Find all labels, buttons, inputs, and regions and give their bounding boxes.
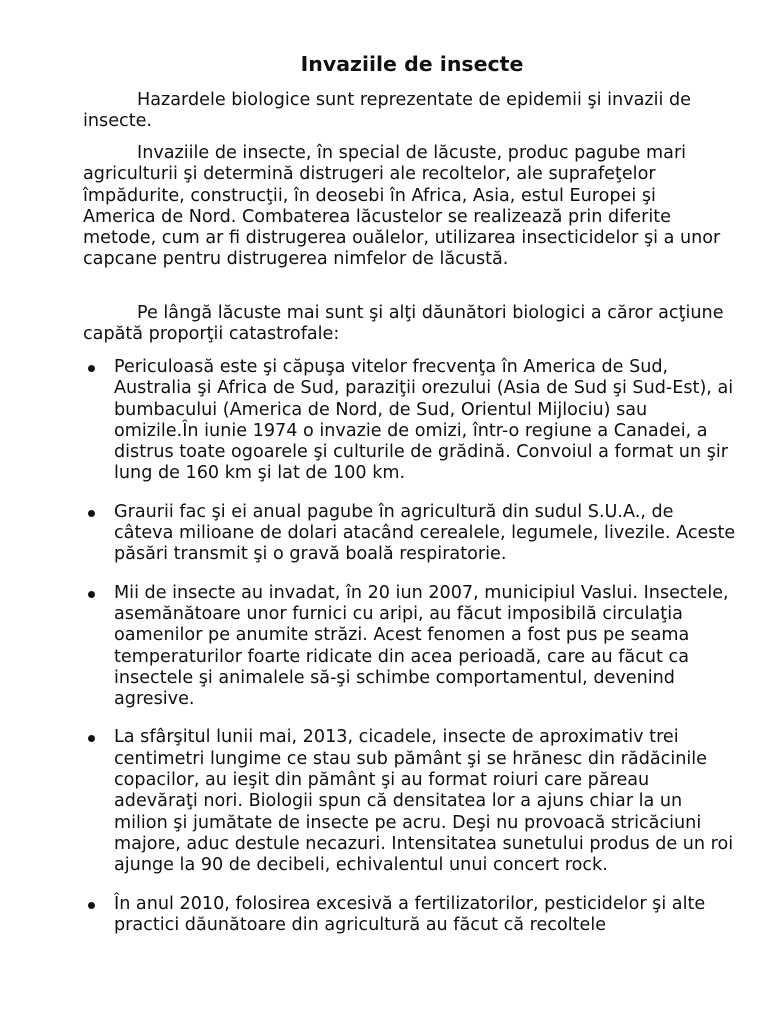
list-item [86, 894, 736, 937]
paragraph-1: Hazardele biologice sunt reprezentate de epidemii şi invazii de insecte. [83, 90, 691, 132]
bullet-icon [88, 510, 95, 517]
list-item [86, 357, 736, 485]
list-item-text: Graurii fac şi ei anual pagube în agricultură din sudul S.U.A., de câteva milioane de dolari atacând cerealele, legumele, livezile. Aceste păsări transmit şi o gravă boală respiratorie. [114, 501, 736, 565]
paragraph-3: Pe lângă lăcuste mai sunt şi alţi dăunători biologici a căror acţiune capătă proporţii catastrofale: [83, 303, 724, 345]
list-item-text: Periculoasă este şi căpuşa vitelor frecvenţa în America de Sud, Australia şi Africa de Sud, paraziţii orezului (Asia de Sud şi Sud-Est), ai bumbacului (America de Nord, de Sud, Orientul Mijlociu) sau omizile.În iunie 1974 o invazie de omizi, într-o regiune a Canadei, a distrus toate ogoarele şi culturile de grădină. Convoiul a format un şir lung de 160 km şi lat de 100 km. [114, 357, 734, 484]
paragraph-2: Invaziile de insecte, în special de lăcuste, produc pagube mari agriculturii şi determină distrugeri ale recoltelor, ale suprafeţelor împădurite, construcţii, în deosebi în Africa, Asia, estul Europei şi America de Nord. Combaterea lăcustelor se realizează prin diferite metode, cum ar fi distrugerea ouălelor, utilizarea insecticidelor şi a unor capcane pentru distrugerea nimfelor de lăcustă. [83, 143, 721, 270]
bullet-icon [88, 591, 95, 598]
bullet-icon [88, 902, 95, 909]
document-title: Invaziile de insecte [300, 52, 524, 76]
list-item [86, 502, 736, 566]
list-item-text: Mii de insecte au invadat, în 20 iun 2007, municipiul Vaslui. Insectele, asemănătoare unor furnici cu aripi, au făcut imposibilă circulaţia oamenilor pe anumite străzi. Acest fenomen a fost pus pe seama temperaturilor foarte ridicate din acea perioadă, care au făcut ca insectele şi animalele să-şi schimbe comportamentul, devenind agresive. [114, 582, 729, 710]
list-item [86, 727, 736, 876]
bullet-list [86, 357, 736, 953]
bullet-icon [88, 735, 95, 742]
list-item-text: La sfârşitul lunii mai, 2013, cicadele, insecte de aproximativ trei centimetri lungime ce stau sub pământ şi se hrănesc din rădăcinile copacilor, au ieşit din pământ şi au format roiuri care păreau adevăraţi nori. Biologii spun că densitatea lor a ajuns chiar la un milion şi jumătate de insecte pe acru. Deşi nu provoacă stricăciuni majore, aduc destule necazuri. Intensitatea sunetului produs de un roi ajunge la 90 de decibeli, echivalentul unui concert rock. [114, 727, 734, 876]
list-item [86, 583, 736, 711]
list-item-text: În anul 2010, folosirea excesivă a fertilizatorilor, pesticidelor şi alte practici dăunătoare din agricultură au făcut că recoltele [114, 893, 706, 935]
bullet-icon [88, 365, 95, 372]
